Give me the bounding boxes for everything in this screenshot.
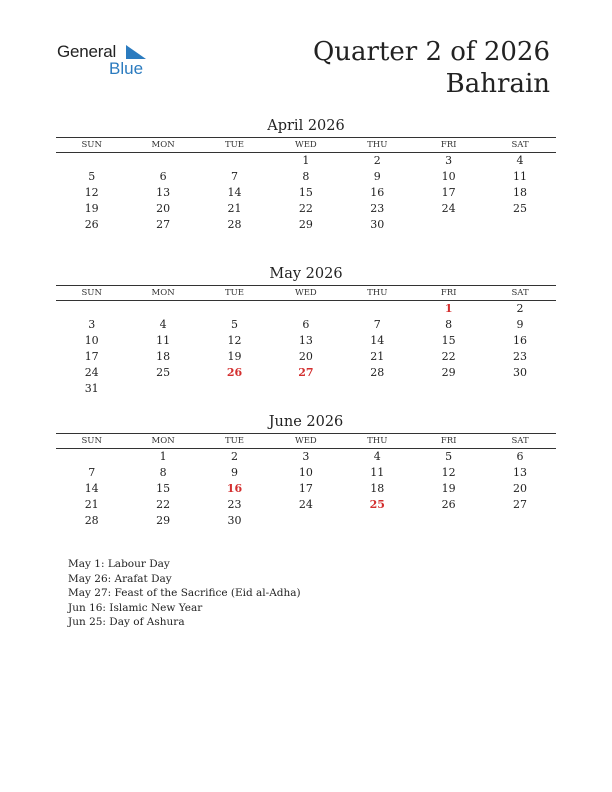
day-cell: 29 [298,218,313,231]
holiday-day-cell: 16 [226,482,243,495]
month-may [56,264,556,397]
day-cell: 12 [84,186,99,199]
day-cell: 30 [513,366,528,379]
weekday-label: MON [151,436,175,446]
day-cell [56,301,127,317]
day-cell: 14 [227,186,242,199]
day-cell: 8 [445,318,453,331]
day-cell: 16 [370,186,385,199]
day-cell: 11 [370,466,385,479]
day-cell: 10 [298,466,313,479]
day-cell: 10 [441,170,456,183]
generalblue-logo [57,42,157,82]
day-cell: 28 [227,218,242,231]
logo-word-blue: Blue [109,59,144,78]
day-cell: 3 [302,450,310,463]
weekday-label: FRI [440,140,457,150]
day-cell: 12 [441,466,456,479]
month-title: June 2026 [268,414,344,430]
day-cell: 17 [84,350,99,363]
day-cell: 15 [156,482,171,495]
day-cell: 27 [513,498,528,511]
day-cell: 4 [159,318,167,331]
day-cell [413,513,484,529]
weekday-label: SUN [81,436,102,446]
holiday-note: Jun 25: Day of Ashura [68,616,185,628]
day-cell: 19 [227,350,242,363]
day-cell: 25 [513,202,528,215]
day-cell: 14 [370,334,385,347]
day-cell: 4 [373,450,381,463]
day-cell: 29 [156,514,171,527]
day-cell [199,153,270,169]
day-cell: 6 [302,318,310,331]
weekday-label: SUN [81,288,102,298]
holiday-notes [68,557,301,630]
weekday-label: TUE [224,140,244,150]
day-cell: 5 [230,318,238,331]
day-cell: 28 [84,514,99,527]
day-cell [342,301,413,317]
day-cell: 13 [513,466,528,479]
day-cell: 22 [298,202,313,215]
day-cell: 2 [373,154,381,167]
day-cell: 22 [441,350,456,363]
day-cell: 25 [156,366,171,379]
day-cell: 31 [84,382,99,395]
weekday-label: FRI [440,288,457,298]
month-title: April 2026 [267,118,345,134]
day-cell: 5 [445,450,453,463]
day-cell: 13 [156,186,171,199]
day-cell: 12 [227,334,242,347]
weekday-label: FRI [440,436,457,446]
day-cell [413,381,484,397]
day-cell: 13 [298,334,313,347]
day-cell [270,301,341,317]
day-cell: 7 [230,170,238,183]
day-cell: 15 [441,334,456,347]
day-cell: 2 [516,302,524,315]
holiday-note: May 1: Labour Day [68,558,170,570]
day-cell: 9 [373,170,381,183]
day-cell [56,449,127,465]
week-row [56,349,556,365]
day-cell: 7 [88,466,96,479]
day-cell: 30 [370,218,385,231]
day-cell: 5 [88,170,96,183]
day-cell: 10 [84,334,99,347]
day-cell: 8 [159,466,167,479]
title-country: Bahrain [445,69,550,99]
day-cell: 23 [370,202,385,215]
weekday-header-row [56,433,556,449]
week-row [56,201,556,217]
day-cell [342,513,413,529]
week-row [56,185,556,201]
day-cell: 21 [227,202,242,215]
day-cell [484,217,555,233]
day-cell: 28 [370,366,385,379]
weekday-label: WED [294,288,317,298]
day-cell: 24 [84,366,99,379]
week-row [56,301,556,317]
day-cell: 7 [373,318,381,331]
holiday-note: Jun 16: Islamic New Year [68,601,203,614]
week-row [56,381,556,397]
weekday-label: WED [294,140,317,150]
weekday-header-row [56,285,556,301]
day-cell: 20 [298,350,313,363]
week-row [56,333,556,349]
day-cell: 20 [513,482,528,495]
day-cell: 19 [84,202,99,215]
day-cell: 1 [159,450,167,463]
day-cell: 9 [516,318,524,331]
week-row [56,365,556,381]
holiday-day-cell: 27 [298,366,314,379]
month-title: May 2026 [269,266,343,282]
month-june [56,412,556,529]
day-cell: 23 [227,498,242,511]
day-cell [484,381,555,397]
day-cell [127,381,198,397]
day-cell: 4 [516,154,524,167]
holiday-day-cell: 25 [369,498,385,511]
day-cell: 30 [227,514,242,527]
week-row [56,317,556,333]
week-row [56,217,556,233]
day-cell: 8 [302,170,310,183]
day-cell [342,381,413,397]
week-row [56,497,556,513]
day-cell: 21 [84,498,99,511]
day-cell: 9 [230,466,238,479]
day-cell: 29 [441,366,456,379]
day-cell: 17 [298,482,313,495]
weekday-label: THU [367,140,388,150]
weekday-label: SAT [511,140,529,150]
day-cell: 3 [445,154,453,167]
day-cell: 22 [156,498,171,511]
title-quarter: Quarter 2 of 2026 [312,37,550,67]
day-cell [127,153,198,169]
weekday-label: THU [367,288,388,298]
week-row [56,481,556,497]
weekday-label: WED [294,436,317,446]
weekday-label: SAT [511,288,529,298]
day-cell: 23 [513,350,528,363]
day-cell: 3 [88,318,96,331]
day-cell: 11 [513,170,528,183]
month-april [56,116,556,233]
day-cell: 19 [441,482,456,495]
week-row [56,169,556,185]
weekday-label: THU [367,436,388,446]
day-cell: 21 [370,350,385,363]
day-cell: 20 [156,202,171,215]
day-cell [199,381,270,397]
day-cell: 16 [513,334,528,347]
day-cell: 26 [441,498,456,511]
page-title [313,36,550,100]
day-cell: 14 [84,482,99,495]
holiday-note: May 27: Feast of the Sacrifice (Eid al-Adha) [68,587,301,599]
day-cell: 18 [513,186,528,199]
day-cell: 18 [370,482,385,495]
holiday-day-cell: 1 [444,302,453,315]
month-grid [56,153,556,233]
day-cell [199,301,270,317]
day-cell [413,217,484,233]
day-cell [270,513,341,529]
month-grid [56,449,556,529]
day-cell: 6 [159,170,167,183]
day-cell [270,381,341,397]
day-cell: 24 [441,202,456,215]
holiday-note: May 26: Arafat Day [68,572,172,585]
weekday-label: SUN [81,140,102,150]
week-row [56,513,556,529]
weekday-header-row [56,137,556,153]
weekday-label: SAT [511,436,529,446]
day-cell: 24 [298,498,313,511]
day-cell [56,153,127,169]
weekday-label: MON [151,288,175,298]
weekday-label: TUE [224,436,244,446]
day-cell: 15 [298,186,313,199]
day-cell: 27 [156,218,171,231]
logo-word-general: General [57,42,117,61]
month-grid [56,301,556,397]
day-cell: 26 [84,218,99,231]
weekday-label: TUE [224,288,244,298]
day-cell: 18 [156,350,171,363]
day-cell: 1 [302,154,310,167]
week-row [56,465,556,481]
day-cell: 2 [230,450,238,463]
day-cell: 17 [441,186,456,199]
day-cell: 6 [516,450,524,463]
week-row [56,153,556,169]
weekday-label: MON [151,140,175,150]
day-cell [484,513,555,529]
week-row [56,449,556,465]
day-cell [127,301,198,317]
day-cell: 11 [156,334,171,347]
holiday-day-cell: 26 [226,366,243,379]
